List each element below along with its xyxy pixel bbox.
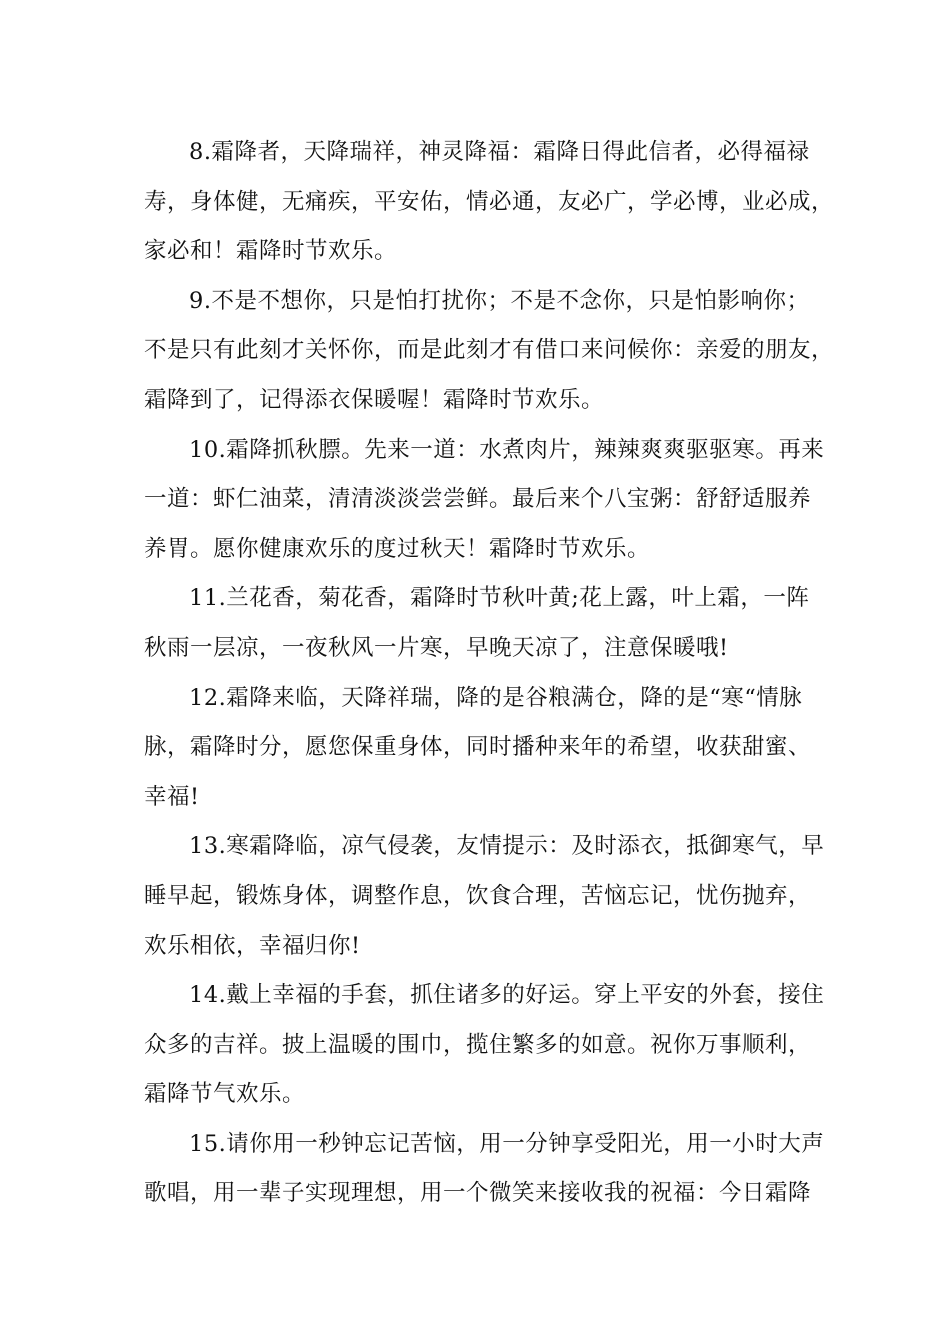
- paragraph-13: [144, 822, 824, 971]
- paragraph-line: 秋雨一层凉，一夜秋风一片寒，早晚天凉了，注意保暖哦!: [144, 634, 729, 661]
- paragraph-line: 15.请你用一秒钟忘记苦恼，用一分钟享受阳光，用一小时大声: [189, 1130, 825, 1157]
- paragraph-10: [144, 426, 824, 575]
- paragraph-line: 一道：虾仁油菜，清清淡淡尝尝鲜。最后来个八宝粥：舒舒适服养: [144, 486, 812, 513]
- paragraph-line: 众多的吉祥。披上温暖的围巾，揽住繁多的如意。祝你万事顺利，: [144, 1031, 812, 1058]
- paragraph-line: 霜降到了，记得添衣保暖喔！霜降时节欢乐。: [144, 386, 605, 413]
- paragraph-15: [144, 1120, 824, 1219]
- paragraph-8: [144, 128, 835, 277]
- paragraph-12: [144, 674, 824, 823]
- paragraph-line: 12.霜降来临，天降祥瑞，降的是谷粮满仓，降的是“寒“情脉: [189, 684, 803, 711]
- paragraph-line: 睡早起，锻炼身体，调整作息，饮食合理，苦恼忘记，忧伤抛弃，: [144, 882, 812, 909]
- document-body: [144, 128, 835, 1219]
- paragraph-line: 11.兰花香，菊花香，霜降时节秋叶黄;花上露，叶上霜，一阵: [189, 585, 810, 612]
- paragraph-14: [144, 971, 824, 1120]
- paragraph-line: 养胃。愿你健康欢乐的度过秋天！霜降时节欢乐。: [144, 535, 651, 562]
- paragraph-line: 霜降节气欢乐。: [144, 1081, 306, 1108]
- paragraph-line: 10.霜降抓秋膘。先来一道：水煮肉片，辣辣爽爽驱驱寒。再来: [189, 436, 825, 463]
- paragraph-line: 9.不是不想你，只是怕打扰你；不是不念你，只是怕影响你；: [189, 287, 810, 314]
- paragraph-11: [144, 574, 824, 673]
- paragraph-line: 寿，身体健，无痛疾，平安佑，情必通，友必广，学必博，业必成，: [144, 188, 835, 215]
- paragraph-line: 8.霜降者，天降瑞祥，神灵降福：霜降日得此信者，必得福禄: [189, 139, 810, 165]
- paragraph-9: [144, 277, 835, 426]
- paragraph-line: 14.戴上幸福的手套，抓住诸多的好运。穿上平安的外套，接住: [189, 982, 825, 1009]
- paragraph-line: 13.寒霜降临，凉气侵袭，友情提示：及时添衣，抵御寒气，早: [189, 833, 825, 860]
- paragraph-line: 不是只有此刻才关怀你，而是此刻才有借口来问候你：亲爱的朋友，: [144, 337, 835, 364]
- paragraph-line: 幸福!: [144, 783, 200, 810]
- paragraph-line: 歌唱，用一辈子实现理想，用一个微笑来接收我的祝福：今日霜降: [144, 1180, 812, 1207]
- paragraph-line: 脉，霜降时分，愿您保重身体，同时播种来年的希望，收获甜蜜、: [144, 734, 812, 761]
- paragraph-line: 欢乐相依，幸福归你!: [144, 932, 361, 959]
- paragraph-line: 家必和！霜降时节欢乐。: [144, 238, 398, 265]
